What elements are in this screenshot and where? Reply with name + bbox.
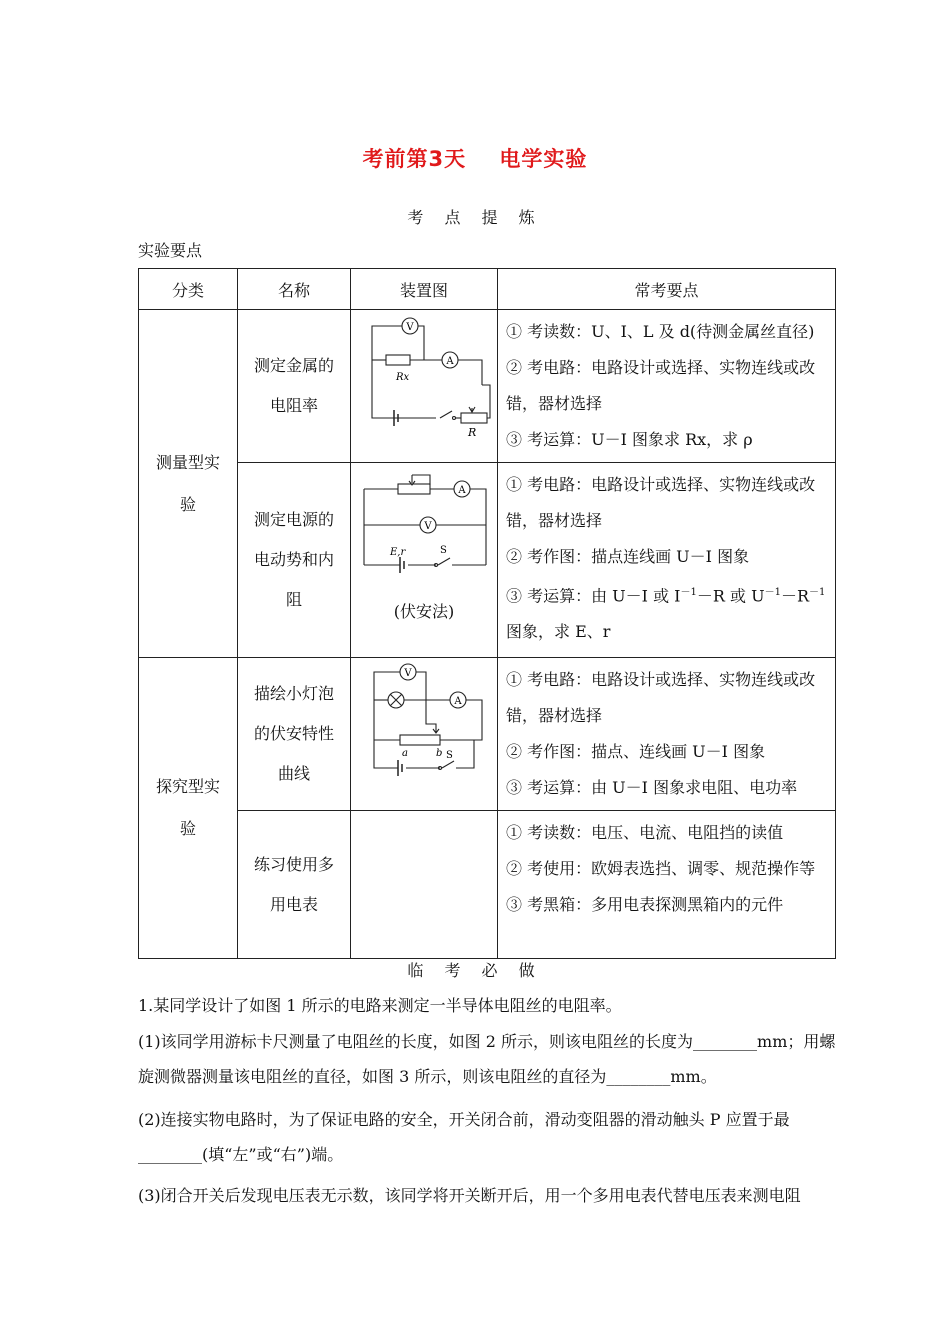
question-part-1: (1)该同学用游标卡尺测量了电阻丝的长度，如图 2 所示，则该电阻丝的长度为________mm；用螺旋测微器测量该电阻丝的直径，如图 3 所示，则该电阻丝的直径为________mm。 [138,1032,836,1086]
key-points-cell [498,310,836,463]
category-cell: 测量型实验 [139,310,238,658]
fig2-label-s: S [440,545,447,556]
fig2-label-a: A [458,485,466,496]
key-points-cell [498,658,836,811]
table-row [139,658,836,811]
header-name: 名称 [238,269,351,310]
fig3-label-a: A [454,696,462,707]
fig3-label-a-end: a [402,748,408,759]
table-header-row [139,269,836,310]
point-item: ① 考电路：电路设计或选择、实物连线或改错，器材选择 [506,670,816,725]
page-title: 考前第3天 电学实验 [362,147,588,171]
fig1-label-a: A [446,356,454,367]
experiment-table [138,268,836,959]
experiment-name: 测定电源的电动势和内阻 [238,463,351,658]
key-points-cell [498,811,836,959]
experiment-name: 测定金属的电阻率 [238,310,351,463]
fig3-label-s: S [446,750,453,761]
table-row [139,310,836,463]
header-points: 常考要点 [498,269,836,310]
point-item: ③ 考运算：由 U－I 或 $I^{-1}-R$ 或 $U^{-1}-R^{-1}$ 图象，求 E、r [506,586,826,642]
point-item: ② 考作图：描点连线画 U－I 图象 [506,547,750,566]
circuit-figure-cell [351,310,498,463]
circuit-diagram-1 [354,310,494,439]
point-item: ③ 考运算：由 U－I 图象求电阻、电功率 [506,778,798,797]
experiment-name: 练习使用多用电表 [238,811,351,959]
point-item: ① 考读数：U、I、L 及 d(待测金属丝直径) [506,322,815,341]
practice-subtitle: 临 考 必 做 [407,961,543,980]
experiment-name: 描绘小灯泡的伏安特性曲线 [238,658,351,811]
point-item: ③ 考黑箱：多用电表探测黑箱内的元件 [506,895,784,914]
key-points-cell [498,463,836,658]
fig3-label-b-end: b [436,748,443,759]
section-subtitle: 考 点 提 炼 [407,208,543,227]
table-row [139,811,836,959]
section-label: 实验要点 [138,241,203,260]
question-part-2: (2)连接实物电路时，为了保证电路的安全，开关闭合前，滑动变阻器的滑动触头 P 应置于最________(填“左”或“右”)端。 [138,1110,790,1164]
circuit-figure-cell [351,658,498,811]
fig2-label-v: V [424,521,432,532]
circuit-diagram-2 [354,463,494,593]
table-row [139,463,836,658]
category-cell: 探究型实验 [139,658,238,959]
figure-caption: (伏安法) [393,602,455,621]
point-item: ② 考作图：描点、连线画 U－I 图象 [506,742,766,761]
fig1-label-v: V [406,322,414,333]
header-figure: 装置图 [351,269,498,310]
point-item: ③ 考运算：U－I 图象求 Rx，求 ρ [506,430,753,449]
circuit-figure-cell [351,811,498,959]
point-item: ② 考电路：电路设计或选择、实物连线或改错，器材选择 [506,358,816,413]
fig2-label-er: E,r [390,547,406,558]
fig1-label-rx: Rx [396,372,410,383]
point-item: ① 考电路：电路设计或选择、实物连线或改错，器材选择 [506,475,816,530]
circuit-diagram-3 [354,658,494,778]
point-item: ① 考读数：电压、电流、电阻挡的读值 [506,823,784,842]
fig3-label-v: V [404,668,412,679]
fig1-label-r: R [468,426,477,439]
point-item: ② 考使用：欧姆表选挡、调零、规范操作等 [506,859,816,878]
question-part-3: (3)闭合开关后发现电压表无示数，该同学将开关断开后，用一个多用电表代替电压表来测电阻 [138,1186,801,1205]
circuit-figure-cell [351,463,498,658]
header-category: 分类 [139,269,238,310]
question-intro: 1.某同学设计了如图 1 所示的电路来测定一半导体电阻丝的电阻率。 [138,996,622,1015]
